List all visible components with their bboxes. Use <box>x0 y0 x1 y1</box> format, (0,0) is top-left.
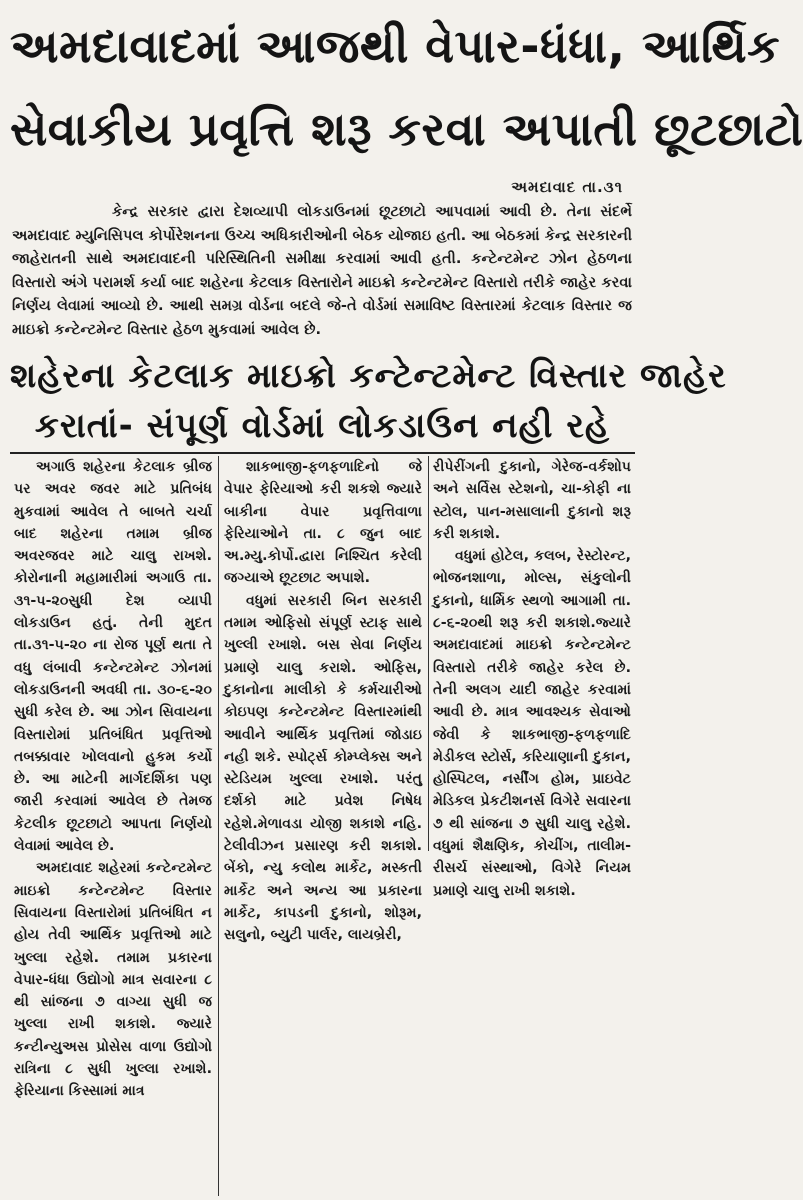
article-column-1 <box>14 456 212 1103</box>
column-divider-2 <box>428 456 429 851</box>
column-3-paragraph-2: વધુમાં હોટેલ, કલબ, રેસ્ટોરન્ટ, ભોજનશાળા, મોલ્સ, સંકુલોની દુકાનો, ધાર્મિક સ્થળો આગામી તા. ૮-૬-૨૦થી શરૂ કરી શકાશે.જ્યારે અમદાવાદમાં માઇક્રો કન્ટેન્ટમેન્ટ વિસ્તારો તરીકે જાહેર કરેલ છે. તેની અલગ યાદી જાહેર કરવામાં આવી છે. માત્ર આવશ્યક સેવાઓ જેવી કે શાકભાજી-ફળફળાદિ મેડીકલ સ્ટોર્સ, કરિયાણાની દુકાન, હોસ્પિટલ, નર્સીંગ હોમ, પ્રાઇવેટ મેડિકલ પ્રેકટીશનર્સ વિગેરે સવારના ૭ થી સાંજના ૭ સુધી ચાલુ રહેશે. વધુમાં શૈક્ષણિક, કોચીંગ, તાલીમ-રીસર્ચ સંસ્થાઓ, વિગેરે નિયમ પ્રમાણે ચાલુ રાખી શકાશે. <box>433 548 631 899</box>
dateline: અમદાવાદ તા.૩૧ <box>511 178 623 196</box>
section-divider <box>10 452 635 454</box>
headline-line-1: અમદાવાદમાં આજથી વેપાર-ધંધા, આર્થિક <box>10 19 781 73</box>
column-divider-1 <box>218 456 219 1196</box>
intro-paragraph: કેન્દ્ર સરકાર દ્વારા દેશવ્યાપી લોકડાઉનમાં છૂટછાટો આપવામાં આવી છે. તેના સંદર્ભે અમદાવાદ મ્યુનિસિપલ કોર્પોરેશનના ઉચ્ચ અધિકારીઓની બેઠક યોજાઇ હતી. આ બેઠકમાં કેન્દ્ર સરકારની જાહેરાતની સાથે અમદાવાદની પરિસ્થિતિની સમીક્ષા કરવામાં આવી હતી. કન્ટેન્ટમેન્ટ ઝોન હેઠળના વિસ્તારો અંગે પરામર્શ કર્યા બાદ શહેરના કેટલાક વિસ્તારોને માઇક્રો કન્ટેન્ટમેન્ટ વિસ્તારો તરીકે જાહેર કરવા નિર્ણય લેવામાં આવ્યો છે. આથી સમગ્ર વોર્ડના બદલે જે-તે વોર્ડમાં સમાવિષ્ટ વિસ્તારમાં કેટલાક વિસ્તાર જ માઇક્રો કન્ટેન્ટમેન્ટ વિસ્તાર હેઠળ મુકવામાં આવેલ છે. <box>12 203 632 338</box>
column-1-paragraph-2: અમદાવાદ શહેરમાં કન્ટેન્ટમેન્ટ માઇક્રો કન્ટેન્ટમેન્ટ વિસ્તાર સિવાયના વિસ્તારોમાં પ્રતિબંધિત ન હોય તેવી આર્થિક પ્રવૃત્તિઓ માટે ખુલ્લા રહેશે. તમામ પ્રકારના વેપાર-ધંધા ઉદ્યોગો માત્ર સવારના ૮ થી સાંજના ૭ વાગ્યા સુધી જ ખુલ્લા રાખી શકાશે. જ્યારે કન્ટીન્યુઅસ પ્રોસેસ વાળા ઉદ્યોગો રાત્રિના ૮ સુધી ખુલ્લા રખાશે. ફેરિયાના કિસ્સામાં માત્ર <box>14 860 212 1100</box>
headline-line-2: સેવાકીય પ્રવૃત્તિ શરૂ કરવા અપાતી છૂટછાટો <box>10 102 803 156</box>
article-column-2 <box>224 456 422 947</box>
column-2-paragraph-1: શાકભાજી-ફળફળાદિનો જે વેપાર ફેરિયાઓ કરી શકશે જ્યારે બાકીના વેપાર પ્રવૃત્તિવાળા ફેરિયાઓને તા. ૮ જુન બાદ અ.મ્યુ.કોર્પો.દ્વારા નિશ્ચિત કરેલી જગ્યાએ છૂટછાટ અપાશે. <box>224 459 422 587</box>
column-2-paragraph-2: વધુમાં સરકારી બિન સરકારી તમામ ઓફિસો સંપૂર્ણ સ્ટાફ સાથે ખુલ્લી રખાશે. બસ સેવા નિર્ણય પ્રમાણે ચાલુ કરાશે. ઓફિસ, દુકાનોના માલીકો કે કર્મચારીઓ કોઇપણ કન્ટેન્ટમેન્ટ વિસ્તારમાંથી આવીને આર્થિક પ્રવૃત્તિમાં જોડાઇ નહી શકે. સ્પોર્ટ્સ કોમ્પ્લેક્સ અને સ્ટેડિયમ ખુલ્લા રખાશે. પરંતુ દર્શકો માટે પ્રવેશ નિષેધ રહેશે.મેળાવડા યોજી શકાશે નહિ. ટેલીવીઝન પ્રસારણ કરી શકાશે. બેંકો, ન્યુ કલોથ માર્કેટ, મસ્કતી માર્કેટ અને અન્ય આ પ્રકારના માર્કેટ, કાપડની દુકાનો, શોરૂમ, સલુનો, બ્યુટી પાર્લર, લાયબ્રેરી, <box>224 592 422 944</box>
column-1-paragraph-1: અગાઉ શહેરના કેટલાક બ્રીજ પર અવર જવર માટે પ્રતિબંધ મુકવામાં આવેલ તે બાબતે ચર્ચા બાદ શહેરના તમામ બ્રીજ અવરજવર માટે ચાલુ રાખશે. કોરોનાની મહામારીમાં અગાઉ તા. ૩૧-૫-૨૦સુધી દેશ વ્યાપી લોકડાઉન હતું. તેની મુદત તા.૩૧-૫-૨૦ ના રોજ પૂર્ણ થતા તે વધુ લંબાવી કન્ટેન્ટમેન્ટ ઝોનમાં લોકડાઉનની અવધી તા. ૩૦-૬-૨૦ સુધી કરેલ છે. આ ઝોન સિવાયના વિસ્તારોમાં પ્રતિબંધિત પ્રવૃત્તિઓ તબક્કાવાર ખોલવાનો હુકમ કર્યો છે. આ માટેની માર્ગદર્શિકા પણ જારી કરવામાં આવેલ છે તેમજ કેટલીક છૂટછાટો આપતા નિર્ણયો લેવામાં આવેલ છે. <box>14 459 212 855</box>
column-3-paragraph-1: રીપેરીંગની દુકાનો, ગેરેજ-વર્કશોપ અને સર્વિસ સ્ટેશનો, ચા-કોફી ના સ્ટોલ, પાન-મસાલાની દુકાનો શરૂ કરી શકાશે. <box>433 459 631 542</box>
article-column-3 <box>433 456 631 902</box>
subheadline-line-2: કરાતાં- સંપૂર્ણ વોર્ડમાં લોકડાઉન નહી રહે <box>34 406 611 446</box>
subheadline-line-1: શહેરના કેટલાક માઇક્રો કન્ટેન્ટમેન્ટ વિસ્તાર જાહેર <box>10 356 727 396</box>
